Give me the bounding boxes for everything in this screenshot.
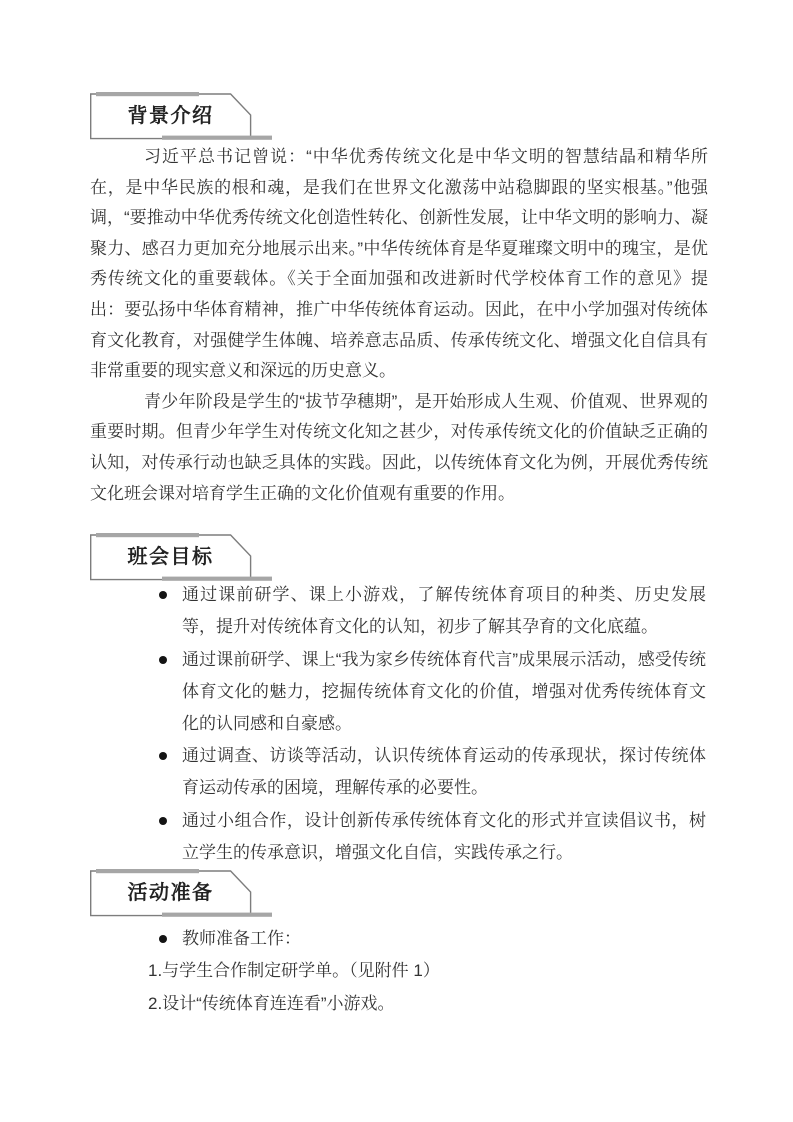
goal-item-text: 通过课前研学、课上“我为家乡传统体育代言”成果展示活动，感受传统体育文化的魅力，挖掘传统体育文化的价值，增强对优秀传统体育文化的认同感和自豪感。	[182, 649, 706, 733]
section-header-background	[90, 90, 280, 140]
goal-item-text: 通过调查、访谈等活动，认识传统体育运动的传承现状，探讨传统体育运动传承的困境，理解传承的必要性。	[182, 746, 706, 798]
bullet-icon	[159, 752, 167, 760]
goal-item	[182, 805, 706, 869]
goal-item-text: 通过小组合作，设计创新传承传统体育文化的形式并宣读倡议书，树立学生的传承意识，增强文化自信，实践传承之行。	[182, 810, 706, 862]
preparation-list	[90, 923, 708, 1020]
section-title-preparation: 活动准备	[127, 881, 214, 904]
goals-list	[182, 579, 706, 869]
section-header-preparation	[90, 867, 280, 917]
goal-item	[182, 579, 706, 643]
background-paragraph-2: 青少年阶段是学生的“拔节孕穗期”，是开始形成人生观、价值观、世界观的重要时期。但青少年学生对传统文化知之甚少，对传承传统文化的价值缺乏正确的认知，对传承行动也缺乏具体的实践。因此，以传统体育文化为例，开展优秀传统文化班会课对培育学生正确的文化价值观有重要的作用。	[90, 391, 708, 503]
section-header-goals	[90, 531, 280, 581]
goal-item	[182, 740, 706, 804]
section-title-goals: 班会目标	[127, 546, 214, 569]
goal-item-text: 通过课前研学、课上小游戏，了解传统体育项目的种类、历史发展等，提升对传统体育文化的认知，初步了解其孕育的文化底蕴。	[182, 585, 706, 637]
bullet-icon	[159, 656, 167, 664]
background-paragraph-1: 习近平总书记曾说：“中华优秀传统文化是中华文明的智慧结晶和精华所在，是中华民族的根和魂，是我们在世界文化激荡中站稳脚跟的坚实根基。”他强调，“要推动中华优秀传统文化创造性转化、创新性发展，让中华文明的影响力、凝聚力、感召力更加充分地展示出来。”中华传统体育是华夏璀璨文明中的瑰宝，是优秀传统文化的重要载体。《关于全面加强和改进新时代学校体育工作的意见》提出：要弘扬中华体育精神，推广中华传统体育运动。因此，在中小学加强对传统体育文化教育，对强健学生体魄、培养意志品质、传承传统文化、增强文化自信具有非常重要的现实意义和深远的历史意义。	[90, 147, 708, 381]
bullet-icon	[159, 591, 167, 599]
bullet-icon	[159, 817, 167, 825]
document-content	[90, 0, 708, 1020]
prep-teacher-text: 教师准备工作：	[182, 928, 301, 948]
prep-teacher-item	[182, 923, 708, 955]
section-title-background: 背景介绍	[127, 105, 214, 127]
prep-numbered-item: 2.设计“传统体育连连看”小游戏。	[148, 993, 395, 1013]
goal-item	[182, 644, 706, 741]
prep-numbered-item: 1.与学生合作制定研学单。（见附件 1）	[148, 961, 440, 981]
bullet-icon	[159, 935, 167, 943]
